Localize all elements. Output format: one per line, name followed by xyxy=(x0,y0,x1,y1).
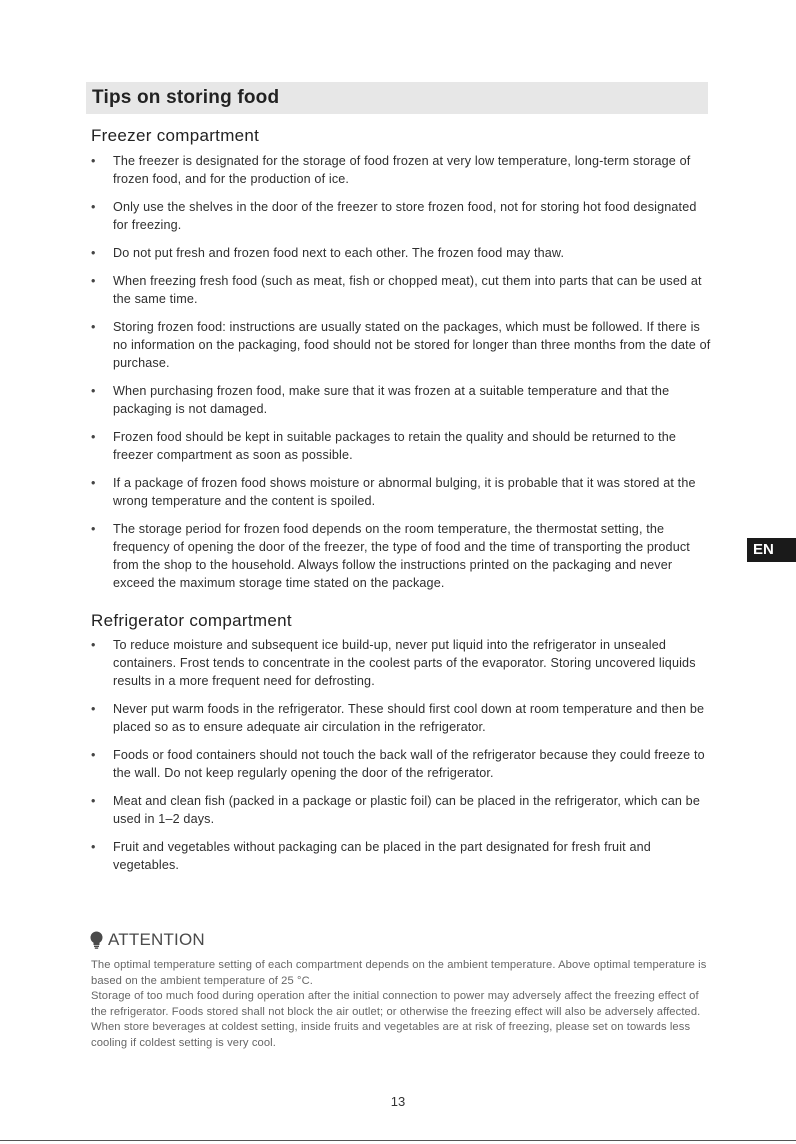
list-item: • Foods or food containers should not touch the back wall of the refrigerator because they could freeze to the wall. Do not keep regularly opening the door of the refrigerator. xyxy=(91,746,711,782)
attention-paragraph: Storage of too much food during operation after the initial connection to power may adversely affect the freezing effect of the refrigerator. Foods stored shall not block the air outlet; or otherwise the freezing effect will also be adversely affected. xyxy=(91,990,701,1018)
language-tab-en: EN xyxy=(747,538,796,562)
list-item: • Meat and clean fish (packed in a package or plastic foil) can be placed in the refrigerator, which can be used in 1–2 days. xyxy=(91,792,711,828)
attention-body xyxy=(91,958,711,1052)
list-item: • Storing frozen food: instructions are usually stated on the packages, which must be followed. If there is no information on the packaging, food should not be stored for longer than three months from the date of purchase. xyxy=(91,318,711,372)
lightbulb-icon xyxy=(89,931,104,949)
attention-heading xyxy=(89,930,205,950)
list-item: • Fruit and vegetables without packaging can be placed in the part designated for fresh fruit and vegetables. xyxy=(91,838,711,874)
list-item: • If a package of frozen food shows moisture or abnormal bulging, it is probable that it was stored at the wrong temperature and the content is spoiled. xyxy=(91,474,711,510)
list-item: • Frozen food should be kept in suitable packages to retain the quality and should be returned to the freezer compartment as soon as possible. xyxy=(91,428,711,464)
list-item: • The storage period for frozen food depends on the room temperature, the thermostat setting, the frequency of opening the door of the freezer, the type of food and the time of transporting the product from the shop to the household. Always follow the instructions printed on the packaging and never exceed the maximum storage time stated on the package. xyxy=(91,520,711,592)
bottom-divider xyxy=(0,1140,796,1141)
list-item: • Only use the shelves in the door of the freezer to store frozen food, not for storing hot food designated for freezing. xyxy=(91,198,711,234)
section-title: Tips on storing food xyxy=(92,87,280,108)
attention-paragraph: When store beverages at coldest setting, inside fruits and vegetables are at risk of freezing, please set on towards less cooling if coldest setting is very cool. xyxy=(91,1021,691,1049)
list-item: • Do not put fresh and frozen food next to each other. The frozen food may thaw. xyxy=(91,244,711,262)
list-item: • The freezer is designated for the storage of food frozen at very low temperature, long-term storage of frozen food, and for the production of ice. xyxy=(91,152,711,188)
list-item: • When purchasing frozen food, make sure that it was frozen at a suitable temperature and that the packaging is not damaged. xyxy=(91,382,711,418)
refrigerator-tips-list xyxy=(91,636,711,884)
list-item: • To reduce moisture and subsequent ice build-up, never put liquid into the refrigerator in unsealed containers. Frost tends to concentrate in the coolest parts of the evaporator. Storing uncovered liquids results in a more frequent need for defrosting. xyxy=(91,636,711,690)
freezer-compartment-heading: Freezer compartment xyxy=(91,126,260,145)
attention-paragraph: The optimal temperature setting of each compartment depends on the ambient temperature. Above optimal temperature is based on the ambient temperature of 25 °C. xyxy=(91,959,707,987)
refrigerator-compartment-heading: Refrigerator compartment xyxy=(91,611,292,630)
freezer-tips-list xyxy=(91,152,711,602)
list-item: • When freezing fresh food (such as meat, fish or chopped meat), cut them into parts that can be used at the same time. xyxy=(91,272,711,308)
section-header-bar xyxy=(86,82,708,114)
attention-title: ATTENTION xyxy=(108,930,205,949)
page-number: 13 xyxy=(390,1094,406,1109)
list-item: • Never put warm foods in the refrigerator. These should first cool down at room temperature and then be placed so as to ensure adequate air circulation in the refrigerator. xyxy=(91,700,711,736)
